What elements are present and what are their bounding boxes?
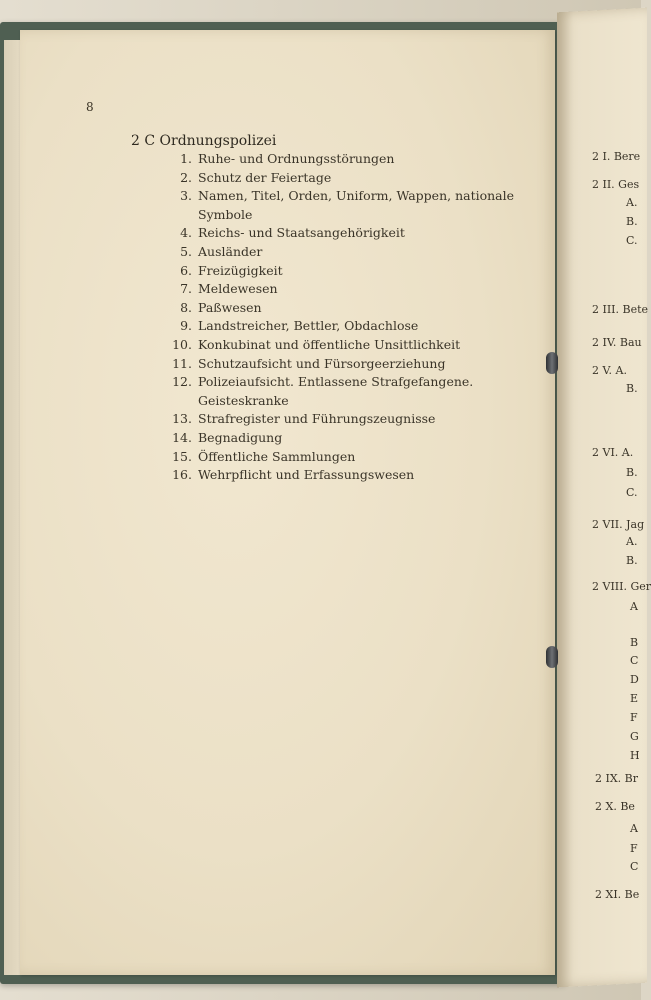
right-page-fragment: 2 IV. Bau: [592, 336, 642, 349]
right-page-fragment: C.: [626, 234, 638, 247]
binding-ring-icon: [546, 352, 558, 374]
right-page-fragment: C.: [626, 486, 638, 499]
entry-number: 1.: [180, 151, 192, 166]
right-page-fragment: H: [630, 749, 640, 762]
entry-number: 14.: [172, 429, 192, 445]
binding-ring-icon: [546, 646, 558, 668]
entry-number: 5.: [180, 243, 192, 259]
list-item: [152, 150, 532, 169]
entry-number: 8.: [180, 299, 192, 315]
right-page-fragment: B.: [626, 466, 638, 479]
entry-number: 7.: [180, 281, 192, 297]
entry-text: Schutzaufsicht und Fürsorgeerziehung: [198, 355, 446, 371]
list-item: [152, 410, 532, 429]
entry-number: 12.: [172, 374, 192, 390]
right-page-fragment: A.: [626, 535, 638, 548]
entry-number: 6.: [180, 262, 192, 278]
right-page-fragment: 2 I. Bere: [592, 150, 641, 163]
right-page-fragment: 2 V. A.: [592, 364, 627, 377]
right-page-fragment: 2 VIII. Ger: [592, 580, 651, 593]
list-item: [152, 187, 532, 224]
right-page-fragment: B: [630, 636, 639, 649]
entry-text: Reichs- und Staatsangehörigkeit: [198, 225, 405, 241]
entry-text: Begnadigung: [198, 429, 283, 445]
list-item: [152, 299, 532, 318]
entry-number: 16.: [172, 467, 192, 483]
list-item: [152, 280, 532, 299]
right-page-fragment: E: [630, 692, 639, 705]
entry-number: 3.: [180, 188, 192, 204]
list-item: [152, 355, 532, 374]
entry-text: Ausländer: [198, 243, 263, 259]
entry-text: Paßwesen: [198, 299, 262, 315]
entry-text: Landstreicher, Bettler, Obdachlose: [198, 318, 419, 334]
right-page-fragment: 2 III. Bete: [592, 303, 649, 316]
right-page-fragment: C: [630, 654, 639, 667]
right-page-fragment: G: [630, 730, 639, 743]
list-item: [152, 373, 532, 410]
section-title: 2 C Ordnungspolizei: [131, 133, 277, 149]
right-page-fragment: 2 X. Be: [595, 800, 635, 813]
entry-number: 9.: [180, 318, 192, 334]
right-page-fragment: A: [630, 600, 638, 613]
list-item: [152, 448, 532, 467]
entry-text: Strafregister und Führungszeugnisse: [198, 411, 436, 427]
list-item: [152, 262, 532, 281]
entry-number: 4.: [180, 225, 192, 241]
right-page-fragment: 2 VII. Jag: [592, 518, 645, 531]
right-page-fragment: F: [630, 711, 638, 724]
page-number: 8: [86, 100, 94, 114]
entry-list: [152, 150, 532, 485]
entry-text: Polizeiaufsicht. Entlassene Strafgefangene. Geisteskranke: [198, 374, 474, 408]
entry-text: Meldewesen: [198, 281, 278, 297]
entry-text: Schutz der Feiertage: [198, 169, 332, 185]
list-item: [152, 429, 532, 448]
list-item: [152, 317, 532, 336]
entry-number: 13.: [172, 411, 192, 427]
right-page-fragment: 2 II. Ges: [592, 178, 640, 191]
right-page-fragment: 2 IX. Br: [595, 772, 639, 785]
right-page-fragment: 2 VI. A.: [592, 446, 634, 459]
list-item: [152, 243, 532, 262]
right-page-fragment: A.: [626, 196, 638, 209]
entry-text: Freizügigkeit: [198, 262, 283, 278]
right-page-fragment: C: [630, 860, 639, 873]
right-page-fragment: F: [630, 842, 638, 855]
right-page-fragment: 2 XI. Be: [595, 888, 640, 901]
entry-text: Wehrpflicht und Erfassungswesen: [198, 467, 415, 483]
right-page-fragment: A: [630, 822, 638, 835]
entry-text: Namen, Titel, Orden, Uniform, Wappen, nationale Symbole: [198, 188, 515, 222]
list-item: [152, 336, 532, 355]
list-item: [152, 466, 532, 485]
entry-text: Ruhe- und Ordnungsstörungen: [198, 151, 395, 166]
list-item: [152, 169, 532, 188]
list-item: [152, 224, 532, 243]
entry-text: Konkubinat und öffentliche Unsittlichkeit: [198, 336, 461, 352]
entry-number: 11.: [172, 355, 192, 371]
entry-number: 10.: [172, 336, 192, 352]
right-page-fragment: D: [630, 673, 639, 686]
entry-number: 15.: [172, 448, 192, 464]
entry-number: 2.: [180, 169, 192, 185]
right-page-fragment: B.: [626, 382, 638, 395]
right-page-fragment: B.: [626, 554, 638, 567]
entry-text: Öffentliche Sammlungen: [198, 448, 356, 464]
right-page-fragment: B.: [626, 215, 638, 228]
